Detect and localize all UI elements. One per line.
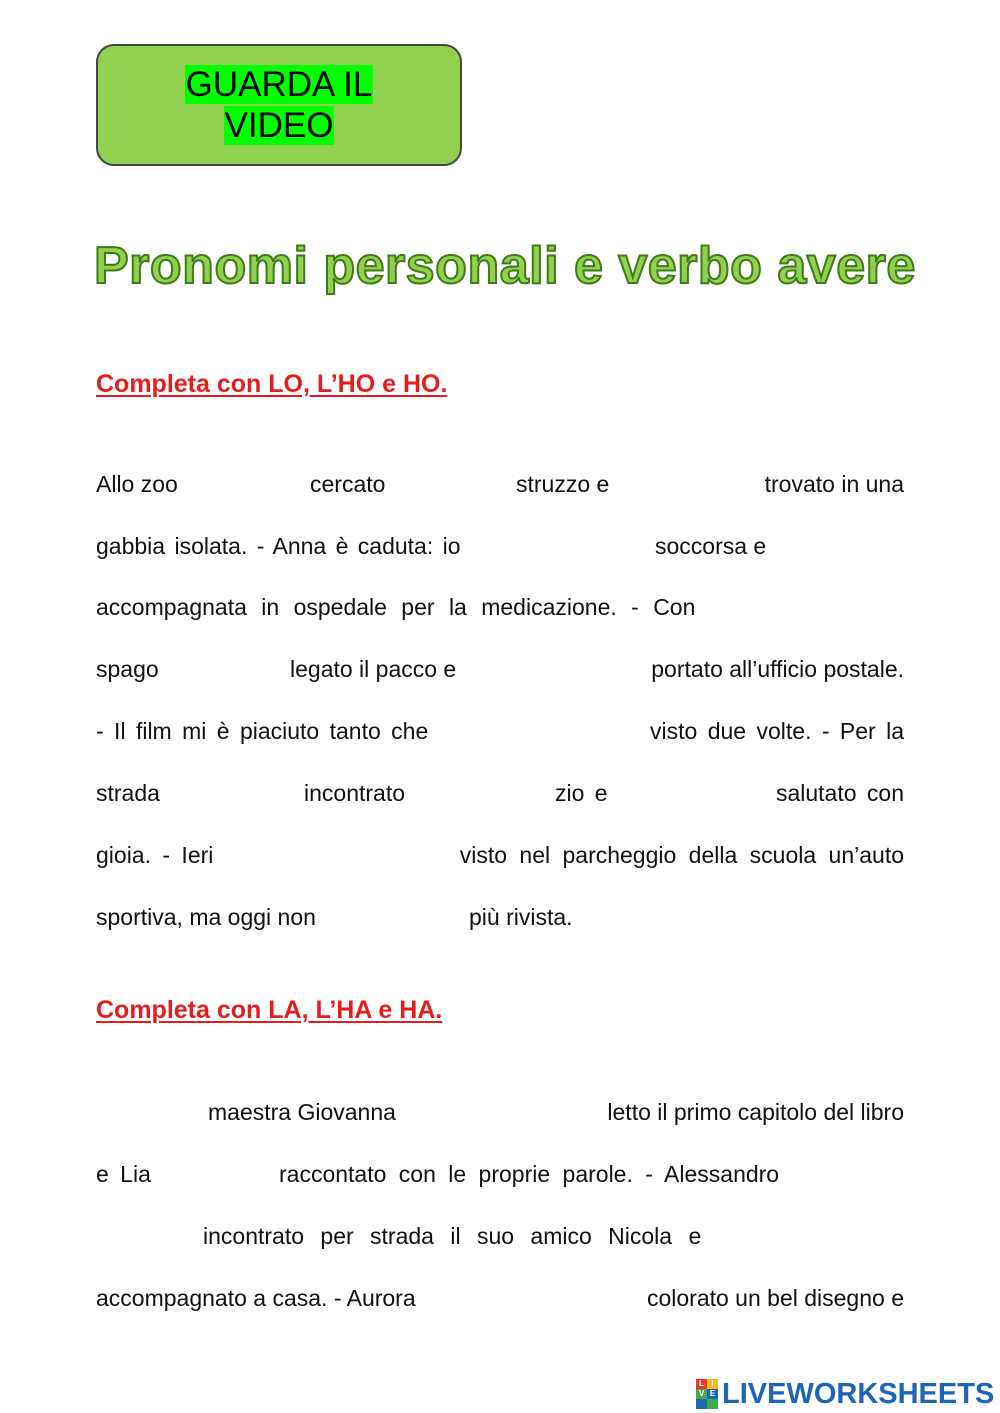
text-segment: struzzo e	[516, 471, 610, 497]
section1-line-4	[96, 654, 904, 684]
text-segment: visto nel parcheggio della scuola un’auto	[459, 842, 904, 868]
watch-video-line1: GUARDA IL	[185, 65, 373, 104]
text-segment: salutato con	[775, 780, 904, 806]
text-segment: trovato in una	[764, 471, 904, 497]
watch-video-label	[185, 64, 374, 146]
liveworksheets-logo	[696, 1378, 994, 1410]
text-segment: sportiva, ma oggi non	[96, 904, 316, 930]
text-segment: legato il pacco e	[290, 656, 457, 682]
liveworksheets-logo-text: LIVEWORKSHEETS	[722, 1377, 995, 1410]
section1-line-3	[96, 592, 904, 622]
section2-line-1	[96, 1097, 904, 1127]
logo-tile: I	[707, 1379, 718, 1389]
logo-tile: V	[696, 1389, 707, 1399]
section2-line-4	[96, 1283, 904, 1313]
text-segment: e Lia	[96, 1161, 151, 1187]
section1-line-8	[96, 902, 904, 932]
logo-tile: E	[707, 1389, 718, 1399]
text-segment: colorato un bel disegno e	[646, 1285, 904, 1311]
text-segment: incontrato per strada il suo amico Nicola e	[203, 1223, 702, 1249]
section2-line-3	[96, 1221, 904, 1251]
page-title: Pronomi personali e verbo avere	[94, 237, 916, 295]
section2-line-2	[96, 1159, 904, 1189]
text-segment: soccorsa e	[655, 533, 767, 559]
watch-video-button[interactable]	[96, 44, 462, 166]
text-segment: strada	[96, 780, 160, 806]
section1-line-2	[96, 531, 904, 561]
logo-tile: L	[696, 1379, 707, 1389]
section1-line-5	[96, 716, 904, 746]
text-segment: raccontato con le proprie parole. - Alessandro	[279, 1161, 780, 1187]
text-segment: visto due volte. - Per la	[650, 718, 904, 744]
section2-heading: Completa con LA, L’HA e HA.	[96, 996, 443, 1024]
text-segment: più rivista.	[469, 904, 573, 930]
watch-video-line2: VIDEO	[224, 106, 334, 145]
section1-line-1	[96, 469, 904, 499]
logo-tile	[707, 1399, 718, 1409]
text-segment: Allo zoo	[96, 471, 178, 497]
liveworksheets-logo-icon	[696, 1379, 718, 1409]
text-segment: zio e	[555, 780, 608, 806]
text-segment: cercato	[310, 471, 386, 497]
text-segment: gabbia isolata. - Anna è caduta: io	[96, 533, 461, 559]
text-segment: gioia. - Ieri	[96, 842, 214, 868]
text-segment: maestra Giovanna	[208, 1099, 396, 1125]
text-segment: letto il primo capitolo del libro	[607, 1099, 904, 1125]
text-segment: accompagnato a casa. - Aurora	[96, 1285, 416, 1311]
section1-line-6	[96, 778, 904, 808]
section1-heading: Completa con LO, L’HO e HO.	[96, 370, 448, 398]
section1-line-7	[96, 840, 904, 870]
text-segment: portato all’ufficio postale.	[651, 656, 904, 682]
text-segment: - Il film mi è piaciuto tanto che	[96, 718, 429, 744]
text-segment: incontrato	[304, 780, 406, 806]
logo-tile	[696, 1399, 707, 1409]
text-segment: spago	[96, 656, 159, 682]
text-segment: accompagnata in ospedale per la medicazione. - Con	[96, 594, 696, 620]
